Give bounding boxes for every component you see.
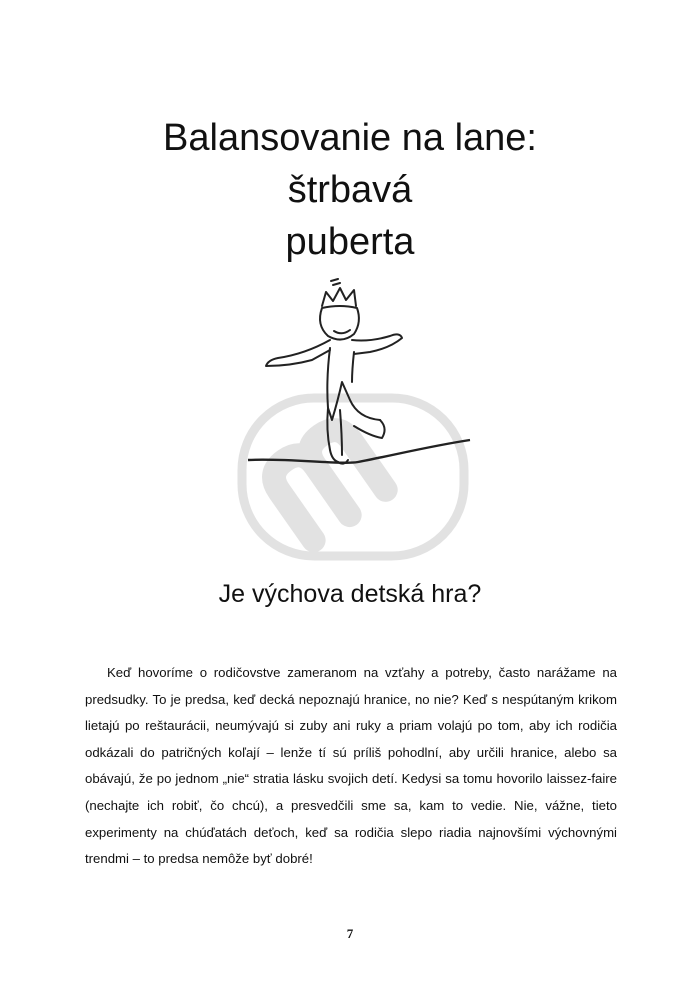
page-number: 7	[346, 926, 354, 941]
title-line-2: štrbavá	[287, 169, 413, 211]
page-title	[0, 112, 700, 268]
section-subtitle: Je výchova detská hra?	[218, 580, 482, 608]
m-logo-watermark-icon	[242, 398, 464, 556]
body-paragraph: Keď hovoríme o rodičovstve zameranom na vzťahy a potreby, často narážame na predsudky. To je predsa, keď decká nepoznajú hranice, no nie? Keď s nespútaným krikom lietajú po reštaurácii, neumývajú si zuby ani ruky a priam volajú po tom, aby ich rodičia odkázali do patričných koľají – lenže tí sú príliš pohodlní, aby určili hranice, alebo sa obávajú, že po jednom „nie“ stratia lásku svojich detí. Kedysi sa tomu hovorilo laissez-faire (nechajte ich robiť, čo chcú), a presvedčili sme sa, kam to vedie. Nie, vážne, tieto experimenty na chúďatách deťoch, keď sa rodičia slepo riadia najnovšími výchovnými trendmi – to predsa nemôže byť dobré!	[85, 665, 617, 867]
chapter-illustration	[230, 270, 480, 570]
title-line-3: puberta	[285, 221, 415, 263]
title-line-1: Balansovanie na lane:	[163, 117, 537, 159]
